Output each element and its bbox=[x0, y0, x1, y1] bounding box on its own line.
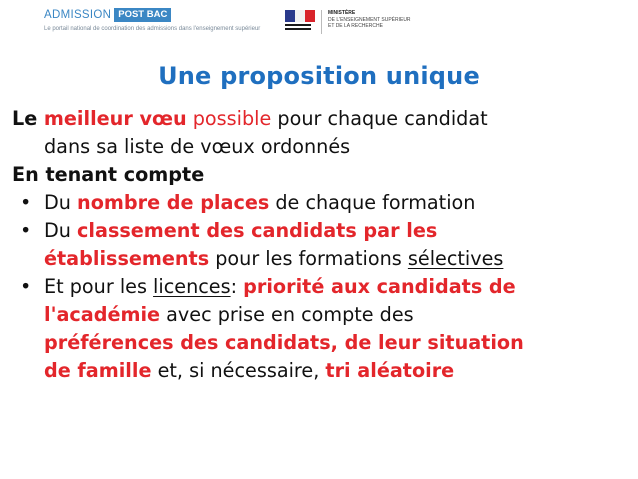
slide-title: Une proposition unique bbox=[158, 62, 480, 90]
logo-tagline: Le portail national de coordination des admissions dans l'enseignement supérieur bbox=[44, 26, 261, 32]
ministry-separator bbox=[321, 10, 322, 34]
bullet-licences-priority: • Et pour les licences: priorité aux candidats de l'académie avec prise en compte des préférences des candidats, de leur situation de famille et, si nécessaire, tri aléatoire bbox=[20, 275, 524, 382]
bullet-glyph: • bbox=[20, 275, 32, 298]
ministry-logo bbox=[285, 10, 411, 34]
bullet-glyph: • bbox=[20, 191, 32, 214]
marianne-flag-icon bbox=[285, 10, 315, 34]
paragraph-best-wish: Le meilleur vœu possible pour chaque candidat bbox=[12, 107, 488, 130]
ministry-name: MINISTÈRE DE L'ENSEIGNEMENT SUPÉRIEUR ET DE LA RECHERCHE bbox=[328, 10, 411, 29]
bullet-number-of-places: • Du nombre de places de chaque formation bbox=[12, 189, 632, 217]
logo-accent-text: POST BAC bbox=[114, 8, 171, 22]
slide-header bbox=[0, 0, 638, 46]
logo-main-text: ADMISSION bbox=[44, 8, 112, 21]
bullet-glyph: • bbox=[20, 219, 32, 242]
admission-post-bac-logo bbox=[44, 8, 171, 22]
paragraph-taking-into-account: En tenant compte bbox=[12, 163, 205, 186]
bullet-candidate-ranking: • Du classement des candidats par les établissements pour les formations sélectives bbox=[20, 219, 504, 270]
slide-body bbox=[12, 105, 632, 385]
paragraph-best-wish-continued: dans sa liste de vœux ordonnés bbox=[44, 135, 351, 158]
